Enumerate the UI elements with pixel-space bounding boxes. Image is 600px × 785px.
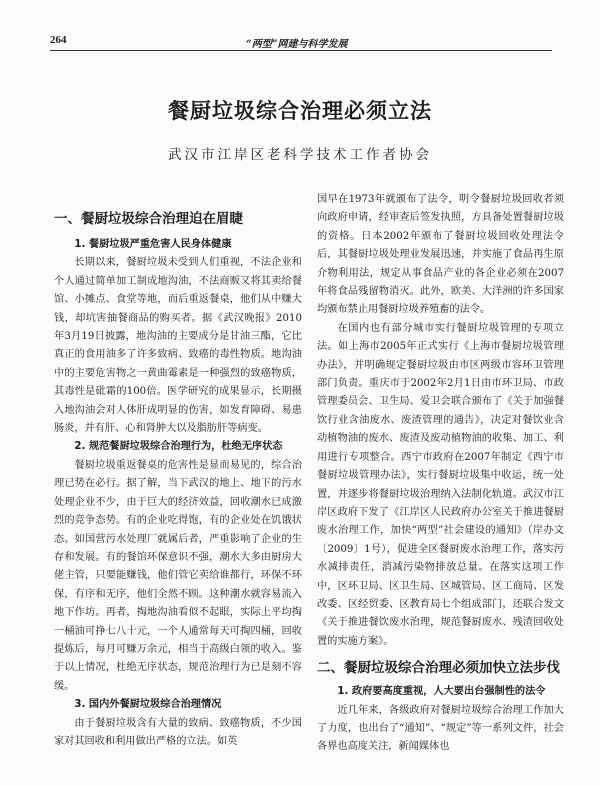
article-author: 武汉市江岸区老科学技术工作者协会: [168, 147, 432, 163]
paragraph-1-2: 餐厨垃圾重返餐桌的危害性是显而易见的，综合治理已势在必行。据了解，当下武汉的地上、地下的污水处理企业不少，由于巨大的经济效益，回收潮水已成激烈的竞争态势。有的企业吃得饱，有的企业处在饥饿状态。如国营污水处理厂就属后者，严重影响了企业的生存和发展。有的餐馆环保意识不强，潮水大多由厨房大佬主管，只要能赚钱，他们管它卖给谁都行，环保不环保，有序和无序，他们全然不顾。这种潮水就容易流入地下作坊。再者，掏地沟油看似不起眼，实际上平均掏一桶油可挣七八十元，一个人通常每天可掏四桶，回收提炼后，每月可赚万余元，相当于高级白领的收入。鉴于以上情况，杜绝无序状态，规范治理行为已是刻不容缓。: [54, 459, 302, 692]
paragraph-2-1: 近几年来，各级政府对餐厨垃圾综合治理工作加大了力度，也出台了“通知”、“规定”等一系列文件，社会各界也高度关注，新闻媒体也: [317, 704, 564, 753]
right-column: [317, 191, 564, 757]
article-title: 餐厨垃圾综合治理必须立法: [168, 99, 432, 123]
subheading-2-1: 1. 政府要高度重视，人大要出台强制性的法令: [337, 686, 546, 698]
paragraph-1-3-b: 在国内也有部分城市实行餐厨垃圾管理的专项立法。如上海市2005年正式实行《上海市餐厨垃圾管理办法》，并明确规定餐厨垃圾由市区两级市容环卫管理部门负责。重庆市于2002年2月1日由市环卫局、市政管理委员会、卫生局、爱卫会联合颁布了《关于加强餐饮行业含油废水、废渣管理的通告》，决定对餐饮业含动植物油的废水、废渣及废动植物油的收集、加工、利用进行专项整合。西宁市政府在2007年制定《西宁市餐厨垃圾管理办法》，实行餐厨垃圾集中收运，统一处置，并逐步将餐厨垃圾治理纳入法制化轨道。武汉市江岸区政府下发了《江岸区人民政府办公室关于推进餐厨废水治理工作，加快“两型”社会建设的通知》（岸办文〔2009〕1号），促进全区餐厨废水治理工作，落实污水减排责任，消减污染物排放总量。在落实这项工作中，区环卫局、区卫生局、区城管局、区工商局、区发改委、区经贸委、区教育局七个组成部门，还联合发文《关于推进餐饮废水治理，规范餐厨废水、残渣回收处置的实施方案》。: [317, 322, 564, 647]
section-heading-2: 二、餐厨垃圾综合治理必须加快立法步伐: [317, 660, 560, 677]
subheading-1-2: 2. 规范餐厨垃圾综合治理行为，杜绝无序状态: [74, 441, 283, 453]
subheading-1-3: 3. 国内外餐厨垃圾综合治理情况: [74, 699, 222, 711]
section-heading-1: 一、餐厨垃圾综合治理迫在眉睫: [54, 211, 243, 227]
header-divider: [50, 50, 552, 51]
paragraph-1-3: 由于餐厨垃圾含有大量的致病、致癌物质，不少国家对其回收和利用做出严格的立法。如英: [54, 717, 302, 747]
paragraph-1-3-cont: 国早在1973年就颁布了法令，明令餐厨垃圾回收者须向政府申请，经审查后签发执照，方具备处置餐厨垃圾的资格。日本2002年颁布了餐厨垃圾回收处理法令后，其餐厨垃圾处理业发展迅速，并实施了食品再生原介物利用法，规定从事食品产业的各企业必须在2007年将食品残留物消灭。此外，欧美、大洋洲的许多国家均颁布禁止用餐厨垃圾养殖畜的法令。: [317, 194, 564, 316]
page-number: 264: [50, 34, 67, 46]
running-header: “两型”网建与科学发展: [246, 39, 348, 50]
left-column: [54, 208, 302, 751]
paragraph-1-1: 长期以来，餐厨垃圾未受到人们重视，不法企业和个人通过简单加工制成地沟油，不法商贩又将其卖给餐馆、小摊点、食堂等地，而后重返餐桌，他们从中赚大钱，却坑害抽餐商品的购买者。据《武汉晚报》2010年3月19日披露，地沟油的主要成分是甘油三酯，它比真正的食用油多了许多致病、致癌的毒性物质。地沟油中的主要危害物之一黄曲霉素是一种强烈的致癌物质，其毒性是砒霜的100倍。医学研究的成果显示，长期摄入地沟油会对人体肝成明显的伤害，如发育障碍、易患肠炎，并有肝、心和肾肿大以及脂肪肝等病变。: [54, 257, 302, 435]
subheading-1-1: 1. 餐厨垃圾严重危害人民身体健康: [74, 239, 232, 250]
